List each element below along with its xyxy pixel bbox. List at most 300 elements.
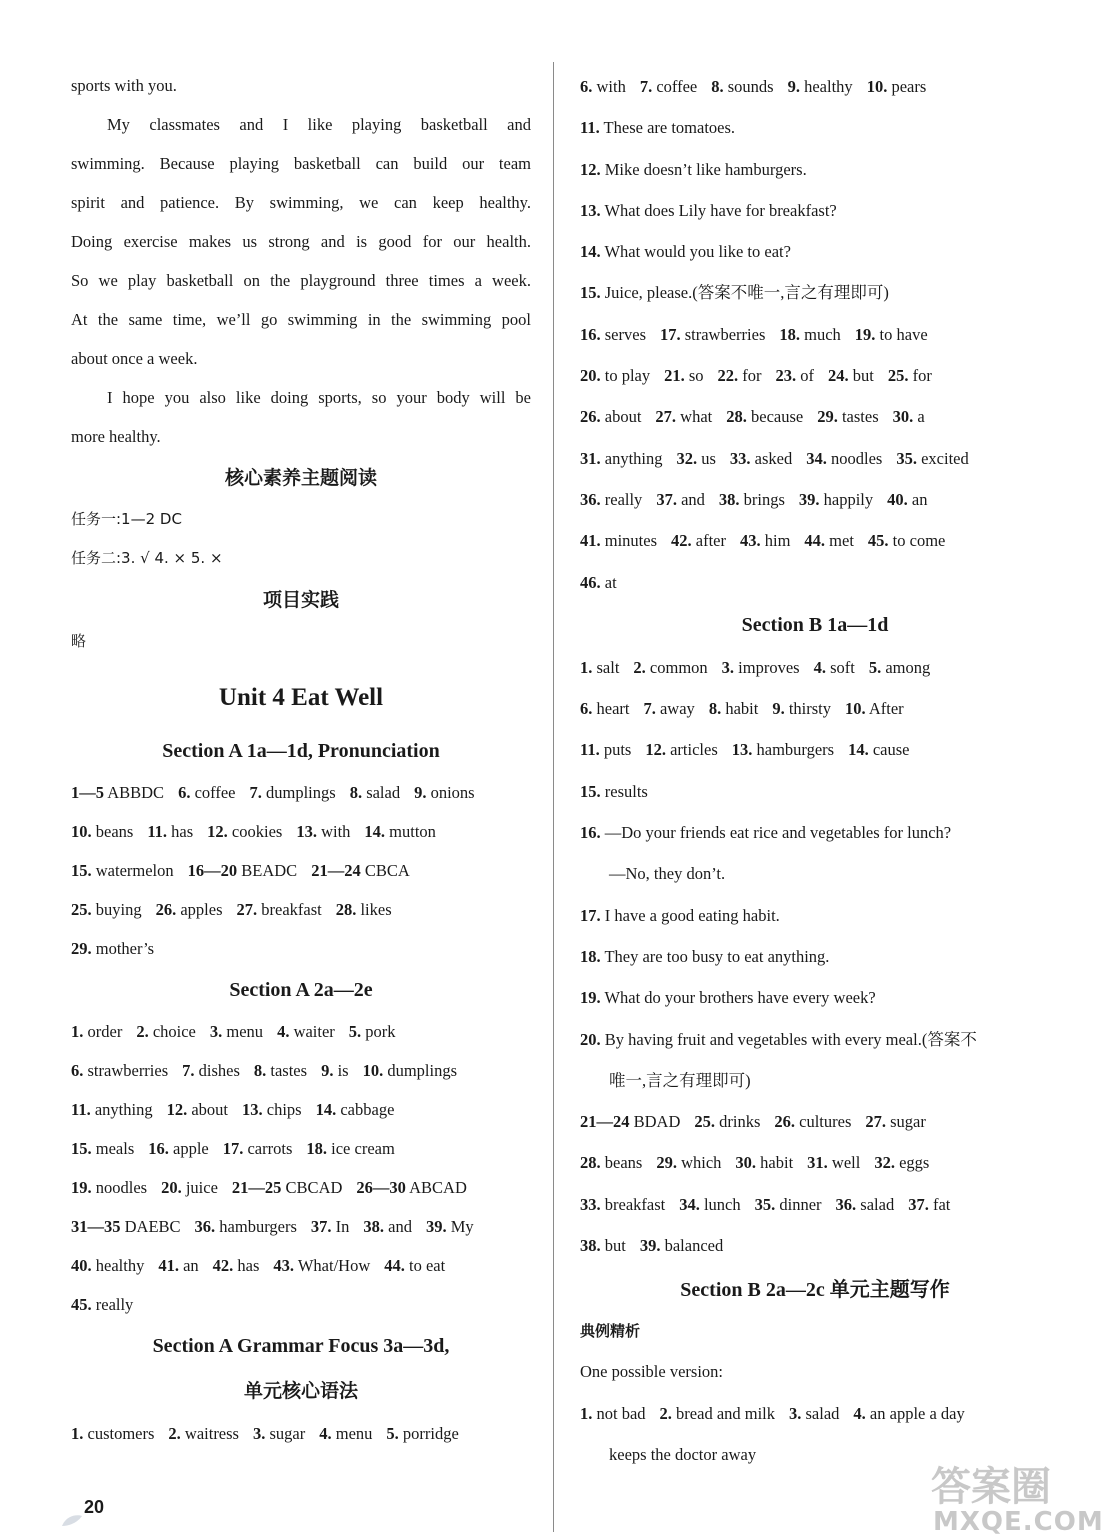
section-heading: 单元核心语法 — [243, 1380, 358, 1402]
answer-text: apple — [173, 1139, 209, 1158]
answer-item — [580, 1153, 642, 1172]
question-number: 34. — [806, 448, 827, 468]
question-number: 42. — [212, 1256, 234, 1275]
answer-text: noodles — [95, 1178, 148, 1197]
answer-item — [580, 242, 791, 261]
answer-text: I have a good eating habit. — [604, 905, 780, 925]
answer-text: thirsty — [788, 699, 831, 719]
section-heading: 核心素养主题阅读 — [224, 467, 377, 489]
answer-item — [277, 1022, 335, 1041]
answer-item — [869, 658, 930, 677]
answer-item — [580, 160, 807, 179]
answer-text: but — [604, 1236, 626, 1256]
answer-line — [580, 812, 1050, 853]
question-number: 7. — [643, 699, 656, 719]
question-number: 29. — [656, 1153, 677, 1173]
answer-item — [853, 1404, 964, 1423]
paragraph — [71, 378, 531, 456]
svg-text:MXQE.COM: MXQE.COM — [933, 1507, 1104, 1536]
answer-item — [804, 531, 854, 550]
answer-item — [660, 325, 765, 344]
answer-text: which — [681, 1153, 722, 1173]
answer-text: What/How — [297, 1256, 371, 1275]
answer-text: away — [659, 699, 695, 719]
answer-item — [828, 366, 874, 385]
answer-item — [836, 1195, 895, 1214]
answer-text: ABCAD — [409, 1178, 467, 1197]
answer-text: cookies — [231, 822, 283, 841]
text-line: about once a week. — [71, 349, 198, 368]
question-number: 9. — [321, 1061, 334, 1080]
answer-text: common — [649, 657, 708, 677]
answer-text: habit — [760, 1153, 794, 1173]
question-number: 25. — [71, 900, 92, 919]
question-number: 9. — [414, 783, 427, 802]
answer-text: an — [911, 489, 928, 509]
answer-item — [845, 699, 904, 718]
answer-text: soft — [830, 657, 855, 677]
question-number: 29. — [71, 939, 92, 958]
question-number: 38. — [363, 1217, 385, 1236]
question-number: 17. — [580, 905, 601, 925]
question-number: 31. — [580, 448, 601, 468]
text-line: more healthy. — [71, 427, 161, 446]
answer-item — [71, 1424, 154, 1443]
answer-item — [242, 1100, 302, 1119]
answer-item — [71, 1217, 181, 1236]
question-number: 27. — [236, 900, 258, 919]
answer-item — [807, 1153, 860, 1172]
right-column — [580, 66, 1050, 1475]
answer-block — [71, 1012, 531, 1324]
question-number: 1. — [71, 1424, 84, 1443]
answer-item — [158, 1256, 198, 1275]
answer-item — [580, 407, 641, 426]
answer-item — [306, 1139, 394, 1158]
answer-item — [207, 822, 282, 841]
answer-item — [178, 783, 235, 802]
answer-line — [71, 1090, 531, 1129]
answer-text: beans — [604, 1153, 643, 1173]
text-line: I hope you also like doing sports, so your body will be — [107, 388, 531, 407]
question-number: 40. — [71, 1256, 92, 1275]
answer-item — [336, 900, 392, 919]
question-number: 29. — [817, 407, 838, 427]
answer-text: beans — [95, 822, 134, 841]
answer-text: sounds — [727, 77, 774, 96]
answer-item — [645, 740, 717, 759]
question-number: 39. — [425, 1217, 447, 1236]
answer-text: chips — [266, 1100, 302, 1119]
answer-item — [349, 1022, 396, 1041]
answer-text: menu — [226, 1022, 264, 1041]
answer-line — [580, 977, 1050, 1018]
answer-item — [817, 407, 878, 426]
question-number: 25. — [887, 366, 909, 386]
answer-item — [71, 1022, 122, 1041]
question-number: 21—24 — [580, 1112, 630, 1132]
question-number: 12. — [166, 1100, 188, 1119]
answer-item — [213, 1256, 260, 1275]
answer-text: keeps the doctor away — [609, 1444, 757, 1464]
answer-text: happily — [823, 489, 874, 509]
question-number: 38. — [580, 1236, 601, 1256]
question-number: 41. — [580, 531, 601, 551]
answer-item — [806, 449, 882, 468]
question-number: 12. — [580, 159, 601, 179]
answer-text: not bad — [596, 1403, 646, 1423]
answer-line — [580, 895, 1050, 936]
answer-item — [580, 1030, 977, 1049]
answer-line — [580, 729, 1050, 770]
answer-item — [755, 1195, 822, 1214]
answer-text: 唯一,言之有理即可) — [609, 1070, 751, 1090]
answer-item — [677, 449, 716, 468]
question-number: 44. — [804, 531, 826, 551]
section-heading: Section A 2a—2e — [229, 979, 373, 1001]
question-number: 13. — [580, 200, 601, 220]
question-number: 14. — [315, 1100, 337, 1119]
question-number: 35. — [896, 448, 917, 468]
answer-item — [656, 1153, 721, 1172]
answer-text: By having fruit and vegetables with every meal.(答案不 — [604, 1029, 977, 1049]
question-number: 4. — [813, 657, 826, 677]
answer-text: excited — [921, 448, 969, 468]
answer-item — [719, 490, 785, 509]
answer-item — [384, 1256, 445, 1275]
answer-item — [788, 77, 853, 96]
answer-text: anything — [604, 448, 663, 468]
answer-text: healthy — [95, 1256, 145, 1275]
answer-text: to have — [879, 324, 928, 344]
question-number: 36. — [580, 489, 601, 509]
question-number: 16—20 — [187, 861, 238, 880]
answer-text: to come — [892, 531, 946, 551]
question-number: 37. — [310, 1217, 332, 1236]
text-line: My classmates and I like playing basketball and — [107, 115, 531, 134]
question-number: 34. — [679, 1194, 700, 1214]
answer-item — [640, 1236, 723, 1255]
text-line: sports with you. — [71, 76, 177, 95]
answer-item — [580, 1112, 680, 1131]
question-number: 7. — [249, 783, 262, 802]
answer-item — [167, 1100, 228, 1119]
answer-item — [580, 366, 650, 385]
answer-item — [865, 1112, 926, 1131]
answer-item — [356, 1178, 466, 1197]
answer-text: ABBDC — [107, 783, 165, 802]
question-number: 18. — [779, 324, 800, 344]
answer-item — [580, 531, 657, 550]
answer-line — [71, 1012, 531, 1051]
answer-text: cabbage — [340, 1100, 395, 1119]
answer-item — [273, 1256, 370, 1275]
text-line: spirit and patience. By swimming, we can keep healthy. — [71, 193, 531, 212]
answer-text: onions — [430, 783, 475, 802]
answer-line — [580, 1393, 1050, 1434]
question-number: 26. — [774, 1112, 796, 1132]
answer-item — [679, 1195, 740, 1214]
answer-item — [694, 1112, 760, 1131]
question-number: 13. — [242, 1100, 263, 1119]
answer-line — [71, 890, 531, 929]
page-number: 20 — [84, 1497, 105, 1517]
question-number: 22. — [717, 366, 739, 386]
question-number: 32. — [676, 448, 698, 468]
section-heading: Section A 1a—1d, Pronunciation — [162, 740, 440, 762]
question-number: 21—25 — [231, 1178, 282, 1197]
question-number: 4. — [277, 1022, 290, 1041]
answer-item — [855, 325, 928, 344]
text-line: Doing exercise makes us strong and is good for our health. — [71, 232, 531, 251]
answer-item — [671, 531, 726, 550]
answer-text: results — [604, 781, 648, 801]
question-number: 40. — [887, 489, 908, 509]
answer-item — [633, 658, 707, 677]
answer-item — [580, 283, 889, 302]
text-line: One possible version: — [580, 1362, 723, 1382]
answer-text: BDAD — [633, 1112, 681, 1132]
answer-item — [161, 1178, 218, 1197]
text-line: swimming. Because playing basketball can build our team — [71, 154, 531, 173]
question-number: 45. — [867, 531, 889, 551]
leaf-decoration-icon — [60, 1512, 84, 1528]
project-answer: 略 — [71, 632, 87, 650]
answer-block — [71, 1414, 531, 1453]
answer-line — [580, 1225, 1050, 1266]
answer-block — [71, 773, 531, 968]
question-number: 10. — [71, 822, 92, 841]
answer-text: cause — [872, 740, 910, 760]
answer-item — [580, 118, 735, 137]
answer-text: with — [596, 77, 626, 96]
question-number: 43. — [273, 1256, 295, 1275]
answer-item — [908, 1195, 950, 1214]
answer-line — [71, 1246, 531, 1285]
answer-item — [311, 1217, 350, 1236]
answer-line — [71, 1051, 531, 1090]
answer-text: about — [604, 407, 642, 427]
question-number: 17. — [222, 1139, 244, 1158]
answer-line — [71, 929, 531, 968]
question-number: 6. — [580, 699, 593, 719]
answer-line — [580, 438, 1050, 479]
answer-item — [868, 531, 945, 550]
question-number: 8. — [349, 783, 363, 802]
answer-line — [71, 812, 531, 851]
answer-item — [71, 861, 174, 880]
question-number: 26—30 — [356, 1178, 406, 1197]
answer-text: lunch — [703, 1194, 741, 1214]
question-number: 2. — [633, 657, 646, 677]
answer-line — [580, 314, 1050, 355]
question-number: 11. — [71, 1100, 91, 1119]
answer-text: really — [604, 489, 643, 509]
answer-line — [580, 107, 1050, 148]
answer-item — [414, 783, 475, 802]
question-number: 6. — [178, 783, 191, 802]
answer-line — [580, 190, 1050, 231]
question-number: 2. — [168, 1424, 181, 1443]
answer-item — [321, 1061, 349, 1080]
question-number: 14. — [364, 822, 386, 841]
answer-text: mutton — [389, 822, 436, 841]
question-number: 20. — [580, 1029, 601, 1049]
question-number: 16. — [580, 823, 601, 843]
answer-line — [580, 1019, 1050, 1060]
answer-text: customers — [87, 1424, 155, 1443]
answer-line — [71, 1207, 531, 1246]
question-number: 44. — [384, 1256, 405, 1275]
answer-line — [580, 771, 1050, 812]
question-number: 39. — [639, 1236, 661, 1256]
answer-item — [147, 822, 193, 841]
answer-text: because — [751, 407, 804, 427]
answer-item — [250, 783, 336, 802]
answer-text: They are too busy to eat anything. — [604, 946, 830, 966]
answer-item — [580, 740, 631, 759]
answer-text: minutes — [604, 531, 657, 551]
question-number: 16. — [580, 324, 601, 344]
question-number: 43. — [739, 531, 761, 551]
answer-text: improves — [738, 657, 800, 677]
answer-text: of — [800, 366, 815, 386]
answer-text: hamburgers — [219, 1217, 297, 1236]
question-number: 19. — [580, 988, 601, 1008]
question-number: 11. — [580, 118, 600, 138]
question-number: 3. — [252, 1424, 266, 1443]
answer-item — [643, 699, 694, 718]
answer-text: has — [237, 1256, 260, 1275]
question-number: 5. — [868, 657, 882, 677]
answer-line — [580, 647, 1050, 688]
answer-text: Juice, please.(答案不唯一,言之有理即可) — [604, 283, 889, 303]
answer-item — [580, 1404, 646, 1423]
question-number: 45. — [71, 1295, 92, 1314]
answer-item — [316, 1100, 395, 1119]
answer-line — [580, 231, 1050, 272]
answer-item — [888, 366, 932, 385]
section-heading: Section B 1a—1d — [741, 613, 889, 636]
answer-text: well — [831, 1153, 861, 1173]
answer-item — [580, 77, 626, 96]
answer-text: articles — [670, 740, 718, 760]
answer-item — [609, 1071, 751, 1090]
answer-item — [774, 1112, 851, 1131]
answer-text: What would you like to eat? — [604, 242, 791, 262]
answer-text: sugar — [269, 1424, 306, 1443]
answer-text: an — [183, 1256, 199, 1275]
answer-line — [580, 355, 1050, 396]
answer-text: is — [337, 1061, 349, 1080]
question-number: 11. — [580, 740, 600, 760]
question-number: 3. — [721, 657, 735, 677]
question-number: 13. — [731, 740, 753, 760]
answer-item — [874, 1153, 929, 1172]
question-number: 18. — [306, 1139, 328, 1158]
answer-text: anything — [94, 1100, 153, 1119]
answer-text: porridge — [402, 1424, 459, 1443]
answer-item — [364, 822, 436, 841]
answer-text: salad — [366, 783, 401, 802]
question-number: 35. — [754, 1194, 776, 1214]
answer-item — [71, 1061, 168, 1080]
question-number: 25. — [694, 1112, 716, 1132]
question-number: 10. — [362, 1061, 384, 1080]
question-number: 12. — [207, 822, 228, 841]
answer-item — [386, 1424, 458, 1443]
task-answer: 任务一:1—2 DC — [71, 510, 182, 528]
answer-text: brings — [743, 489, 785, 509]
answer-text: What does Lily have for breakfast? — [604, 200, 837, 220]
question-number: 13. — [296, 822, 317, 841]
answer-text: tastes — [841, 407, 879, 427]
question-number: 19. — [854, 324, 876, 344]
answer-line — [580, 66, 1050, 107]
question-number: 12. — [645, 740, 666, 760]
answer-item — [711, 77, 773, 96]
answer-text: with — [321, 822, 351, 841]
answer-text: for — [742, 366, 762, 386]
question-number: 19. — [71, 1178, 92, 1197]
answer-item — [867, 77, 927, 96]
answer-text: a — [917, 407, 925, 427]
answer-line — [580, 520, 1050, 561]
answer-text: menu — [335, 1424, 373, 1443]
question-number: 10. — [844, 699, 866, 719]
answer-text: met — [829, 531, 854, 551]
answer-text: meals — [95, 1139, 135, 1158]
question-number: 36. — [194, 1217, 216, 1236]
question-number: 15. — [71, 1139, 92, 1158]
answer-text: After — [868, 699, 904, 719]
answer-text: after — [695, 531, 726, 551]
section-heading: Section B 2a—2c 单元主题写作 — [680, 1279, 950, 1302]
answer-item — [426, 1217, 474, 1236]
answer-item — [136, 1022, 196, 1041]
answer-line — [580, 1184, 1050, 1225]
question-number: 20. — [161, 1178, 182, 1197]
answer-item — [789, 1404, 839, 1423]
answer-text: tastes — [270, 1061, 308, 1080]
section-heading: 项目实践 — [262, 589, 339, 611]
answer-item — [609, 1445, 756, 1464]
answer-text: and — [681, 489, 705, 509]
answer-text: heart — [596, 699, 630, 719]
question-number: 1. — [580, 1403, 593, 1423]
column-divider — [553, 62, 554, 1532]
question-number: 31. — [807, 1153, 828, 1173]
question-number: 10. — [866, 77, 888, 96]
question-number: 14. — [580, 242, 601, 262]
answer-item — [718, 366, 762, 385]
answer-item — [730, 449, 792, 468]
unit-title: Unit 4 Eat Well — [218, 684, 384, 711]
answer-item — [776, 366, 815, 385]
question-number: 5. — [348, 1022, 362, 1041]
svg-text:答案圈: 答案圈 — [931, 1464, 1051, 1510]
answer-line — [580, 853, 1050, 894]
answer-item — [210, 1022, 263, 1041]
answer-item — [223, 1139, 293, 1158]
answer-item — [660, 1404, 775, 1423]
answer-text: and — [388, 1217, 412, 1236]
answer-item — [580, 823, 951, 842]
answer-text: order — [87, 1022, 123, 1041]
question-number: 5. — [386, 1424, 399, 1443]
answer-item — [350, 783, 400, 802]
answer-text: dumplings — [387, 1061, 458, 1080]
